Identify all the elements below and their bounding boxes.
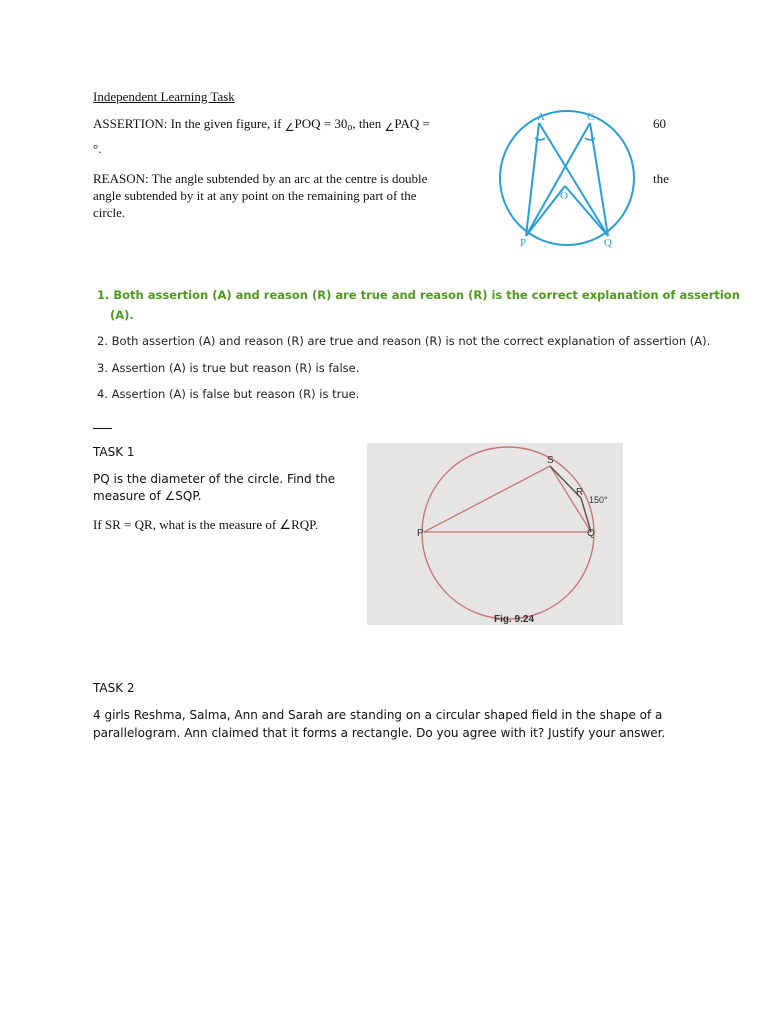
figure-circle (500, 111, 634, 245)
angle-arc-a (535, 138, 545, 140)
degree-mark: o (347, 122, 353, 133)
assertion-degree-tail: °. (93, 141, 102, 156)
task2-line-2: parallelogram. Ann claimed that it forms a rectangle. Do you agree with it? Justify your answer. (93, 726, 666, 740)
reason-line-1: REASON: The angle subtended by an arc at the centre is double (93, 171, 428, 186)
assertion-text (93, 115, 430, 134)
option-1-cont: (A). (110, 308, 134, 322)
label-a: A (537, 111, 545, 123)
label-q: Q (604, 237, 612, 249)
angle-paq: PAQ = (394, 116, 430, 131)
option-4-number: 4. (97, 387, 108, 401)
chord-cp (526, 123, 590, 236)
reason-line-2: angle subtended by it at any point on the remaining part of the (93, 188, 417, 203)
angle-poq: POQ = 30 (294, 116, 348, 131)
option-2 (97, 333, 710, 350)
task1-heading: TASK 1 (93, 445, 135, 459)
task1-figure-drawing (367, 443, 623, 625)
option-4 (97, 386, 359, 403)
task1-figure (367, 443, 623, 625)
assertion-prefix: ASSERTION: In the given figure, if (93, 116, 282, 131)
label-s: S (547, 455, 554, 466)
task1-question1-line2: measure of ∠SQP. (93, 489, 202, 503)
task2-line-1: 4 girls Reshma, Salma, Ann and Sarah are standing on a circular shaped field in the shape of a (93, 708, 663, 722)
figure-caption: Fig. 9.24 (494, 614, 535, 625)
task1-question2: If SR = QR, what is the measure of ∠RQP. (93, 517, 319, 532)
label-p: P (520, 237, 527, 249)
angle-arc-c (585, 138, 595, 140)
option-1 (97, 287, 740, 304)
option-2-text: Both assertion (A) and reason (R) are true and reason (R) is not the correct explanation of assertion (A). (111, 334, 711, 348)
label-o: O (560, 190, 568, 202)
angle-150: 150° (589, 495, 608, 505)
figure-background (367, 443, 623, 625)
divider (93, 428, 112, 429)
task2-heading: TASK 2 (93, 681, 135, 695)
label-p2: P (417, 528, 424, 539)
label-c: C (587, 111, 595, 123)
reason-line-1-end: the (653, 171, 669, 186)
task1-question1-line1: PQ is the diameter of the circle. Find the (93, 472, 336, 486)
angle-symbol-2: ∠ (384, 122, 395, 134)
angle-symbol-1: ∠ (284, 122, 295, 134)
option-3-number: 3. (97, 361, 108, 375)
page-title: Independent Learning Task (93, 89, 235, 104)
label-r: R (576, 487, 584, 498)
assertion-value: 60 (653, 116, 666, 131)
option-1-number: 1. (97, 288, 110, 302)
reason-line-3: circle. (93, 205, 126, 220)
option-3-text: Assertion (A) is true but reason (R) is false. (111, 361, 360, 375)
chord-aq (539, 123, 608, 236)
label-q2: Q (587, 528, 595, 539)
assertion-figure (490, 108, 650, 253)
option-4-text: Assertion (A) is false but reason (R) is true. (111, 387, 360, 401)
then-text: , then (352, 116, 382, 131)
option-2-number: 2. (97, 334, 108, 348)
option-1-text: Both assertion (A) and reason (R) are true and reason (R) is the correct explanation of assertion (113, 288, 740, 302)
option-3 (97, 360, 359, 377)
